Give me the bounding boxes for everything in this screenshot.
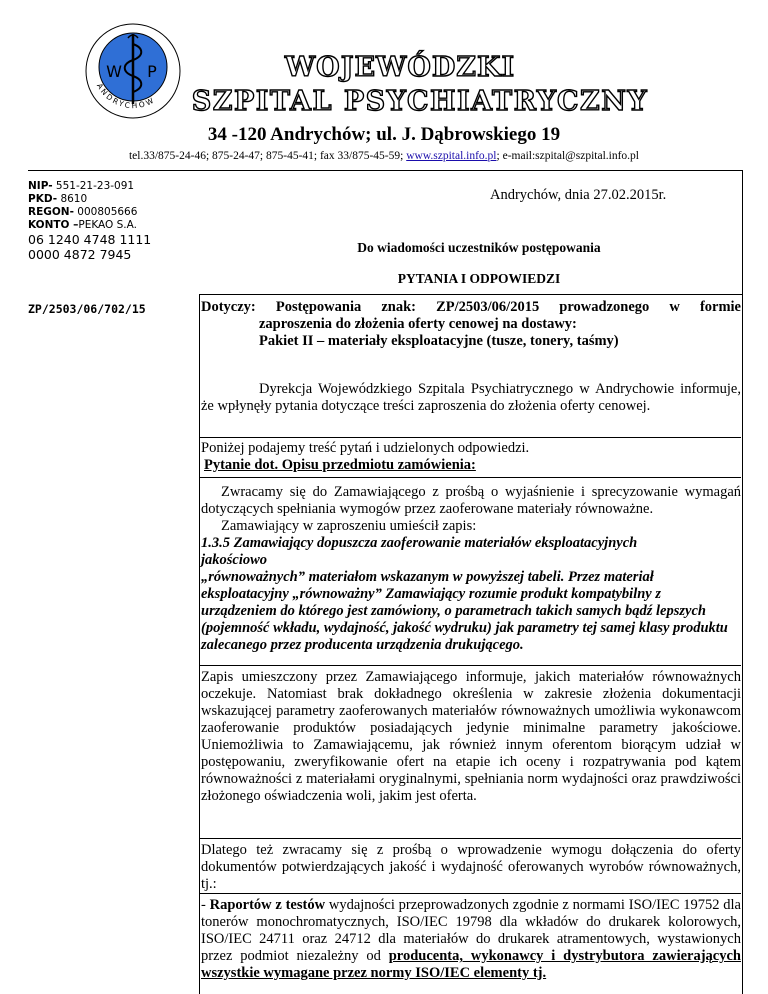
- konto-value: PEKAO S.A.: [78, 219, 137, 231]
- contacts-phone: tel.33/875-24-46; 875-24-47; 875-45-41; fax 33/875-45-59;: [128, 150, 407, 162]
- reports-paragraph: [201, 897, 741, 982]
- pkd-label: PKD-: [28, 193, 58, 205]
- separator-4: [199, 838, 741, 839]
- quote-line2: jakościowo: [201, 552, 268, 568]
- separator-5: [199, 893, 741, 894]
- nip-value: 551-21-23-091: [52, 180, 135, 192]
- qa-heading: PYTANIA I ODPOWIEDZI: [397, 271, 561, 286]
- nip-label: NIP-: [28, 180, 53, 192]
- quoted-clause: [201, 535, 741, 654]
- therefore-paragraph: Dlatego też zwracamy się z prośbą o wprowadzenie wymogu dołączenia do oferty dokumentów potwierdzających jakość i wydajność oferowanych wyrobów równoważnych, tj.:: [201, 842, 741, 892]
- subject-line1: Dotyczy: Postępowania znak: ZP/2503/06/2015 prowadzonego w formie: [201, 299, 741, 315]
- regon-value: 000805666: [73, 206, 138, 218]
- case-number: ZP/2503/06/702/15: [28, 302, 146, 316]
- question-title: Pytanie dot. Opisu przedmiotu zamówienia:: [204, 457, 476, 473]
- subject-line3: Pakiet II – materiały eksploatacyjne (tusze, tonery, taśmy): [259, 333, 619, 349]
- reports-text: wydajności przeprowadzonych zgodnie z normami ISO/IEC 19752 dla tonerów monochromatycznych, ISO/IEC 19798 dla wkładów do drukarek kolorowych, ISO/IEC 24711 oraz 24712 dla materiałów do drukarek atramentowych, wystawionych przez podmiot niezależny od: [201, 897, 741, 964]
- separator-3: [199, 665, 741, 666]
- logo-letter-p: P: [147, 62, 157, 81]
- separator-1: [199, 437, 741, 438]
- below-paragraph: Poniżej podajemy treść pytań i udzielonych odpowiedzi.: [201, 440, 530, 456]
- contacts-email: ; e-mail:szpital@szpital.info.pl: [496, 150, 640, 162]
- logo-letter-w: W: [106, 62, 122, 81]
- request-paragraph: Zwracamy się do Zamawiającego z prośbą o wyjaśnienie i sprecyzowanie wymagań dotyczących spełniania wymogów przez zaoferowane materiały równoważne.: [201, 484, 741, 517]
- subject-line2: zaproszenia do złożenia oferty cenowej na dostawy:: [259, 316, 577, 332]
- account-number-line2: 0000 4872 7945: [28, 247, 132, 262]
- placed-paragraph: Zamawiający w zaproszeniu umieścił zapis:: [221, 518, 477, 534]
- website-link[interactable]: www.szpital.info.pl: [406, 150, 497, 162]
- quote-rest: „równoważnych” materiałom wskazanym w powyższej tabeli. Przez materiał eksploatacyjny „równoważny” Zamawiający rozumie produkt kompatybilny z urządzeniem do którego jest zamówiony, o parametrach takich samych bądź lepszych (pojemność wkładu, wydajność, jakość wydruku) jak parametry tej samej klasy produktu zalecanego przez producenta urządzenia drukującego.: [201, 569, 728, 653]
- header-contacts: [0, 150, 768, 162]
- subject-block: [201, 299, 741, 350]
- header-title-line1: WOJEWÓDZKI: [284, 52, 516, 83]
- quote-line1: 1.3.5 Zamawiający dopuszcza zaoferowanie materiałów eksploatacyjnych: [201, 535, 638, 551]
- logo-ring-text: ANDRYCHÓW: [94, 81, 157, 111]
- right-rule: [742, 170, 743, 994]
- document-date: Andrychów, dnia 27.02.2015r.: [490, 187, 667, 203]
- header-rule: [28, 170, 742, 171]
- body-left-rule: [199, 294, 200, 994]
- intro-paragraph: Dyrekcja Wojewódzkiego Szpitala Psychiatrycznego w Andrychowie informuje, że wpłynęły pytania dotyczące treści zaproszenia do złożenia oferty cenowej.: [201, 381, 741, 414]
- account-number-line1: 06 1240 4748 1111: [28, 232, 152, 247]
- separator-2: [199, 477, 741, 478]
- subject-top-rule: [199, 294, 742, 295]
- pkd-value: 8610: [57, 193, 88, 205]
- company-info: [28, 180, 198, 262]
- konto-label: KONTO –: [28, 219, 79, 231]
- header-title-line2: SZPITAL PSYCHIATRYCZNY: [191, 86, 649, 117]
- recipients-heading: Do wiadomości uczestników postępowania: [357, 240, 601, 255]
- reports-dash: -: [201, 897, 210, 913]
- reports-bold-underlined: producenta, wykonawcy i dystrybutora zawierających wszystkie wymagane przez normy ISO/IEC elementy tj.: [201, 948, 741, 981]
- regon-label: REGON-: [28, 206, 74, 218]
- reports-bold: Raportów z testów: [209, 897, 326, 913]
- analysis-paragraph: Zapis umieszczony przez Zamawiającego informuje, jakich materiałów równoważnych oczekuje. Natomiast brak dokładnego określenia w zakresie złożenia dokumentacji wskazującej parametry zaoferowanych materiałów równoważnych umożliwia wykonawcom zaoferowanie produktów posiadających jedynie minimalne parametry jakościowe. Uniemożliwia to Zamawiającemu, jak również innym oferentom biorącym udział w postępowaniu, zweryfikowanie ofert na etapie ich oceny i rozpatrywania pod kątem równoważności z materiałami oryginalnymi, spełniania norm wydajności oraz prawdziwości złożonego oświadczenia woli, jakim jest oferta.: [201, 669, 741, 804]
- header-address: 34 -120 Andrychów; ul. J. Dąbrowskiego 19: [207, 124, 561, 145]
